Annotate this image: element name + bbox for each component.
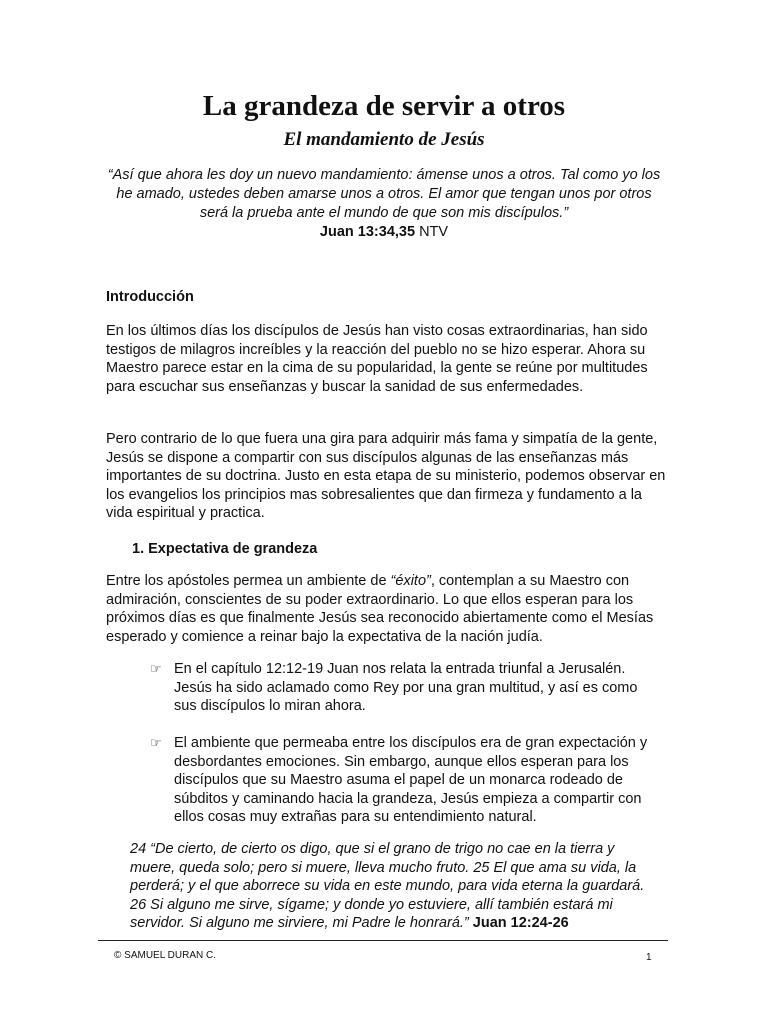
intro-heading: Introducción xyxy=(106,289,194,305)
bullet-text: En el capítulo 12:12-19 Juan nos relata la entrada triunfal a Jerusalén. Jesús ha sido aclamado como Rey por una gran multitud, y así es como sus discípulos lo miran ahora. xyxy=(174,661,638,714)
scripture-text: 24 “De cierto, de cierto os digo, que si el grano de trigo no cae en la tierra y muere, queda solo; pero si muere, lleva mucho fruto. 25 El que ama su vida, la perderá; y el que aborrece su vida en este mundo, para vida eterna la guardará. 26 Si alguno me sirve, sígame; y donde yo estuviere, allí también estará mi servidor. Si alguno me sirviere, mi Padre le honrará.” xyxy=(130,841,645,931)
pointing-hand-icon: ☞ xyxy=(150,661,162,676)
footer-divider xyxy=(98,940,668,941)
footer-author: © SAMUEL DURAN C. xyxy=(114,950,217,961)
section-1-paragraph xyxy=(106,572,666,646)
section-1-heading: 1. Expectativa de grandeza xyxy=(132,541,318,557)
bullet-item xyxy=(150,734,650,827)
intro-paragraph-2: Pero contrario de lo que fuera una gira para adquirir más fama y simpatía de la gente, Jesús se dispone a compartir con sus discípulos algunas de las enseñanzas más importantes de su doctrina. Justo en esta etapa de su ministerio, podemos observar en los evangelios los principios mas sobresalientes que dan firmeza y fundamento a la vida espiritual y practica. xyxy=(106,431,666,521)
opening-quote xyxy=(104,166,664,242)
section-1-paragraph-start: Entre los apóstoles permea un ambiente de xyxy=(106,573,391,589)
bullet-text: El ambiente que permeaba entre los discípulos era de gran expectación y desbordantes emociones. Sin embargo, aunque ellos esperan para los discípulos que su Maestro asuma el papel de un monarca rodeado de súbditos y caminando hacia la grandeza, Jesús empieza a compartir con ellos cosas muy extrañas para su entendimiento natural. xyxy=(174,735,648,825)
bullet-item xyxy=(150,660,650,716)
section-1-paragraph-emphasis: “éxito” xyxy=(390,573,431,589)
pointing-hand-icon: ☞ xyxy=(150,735,162,750)
quote-version: NTV xyxy=(415,224,449,240)
intro-paragraph-1: En los últimos días los discípulos de Jesús han visto cosas extraordinarias, han sido testigos de milagros increíbles y la reacción del pueblo no se hizo esperar. Ahora su Maestro parece estar en la cima de su popularidad, la gente se reúne por multitudes para escuchar sus enseñanzas y buscar la sanidad de sus enfermedades. xyxy=(106,323,648,395)
quote-text: “Así que ahora les doy un nuevo mandamiento: ámense unos a otros. Tal como yo los he amado, ustedes deben amarse unos a otros. El amor que tengan unos por otros será la prueba ante el mundo de que son mis discípulos.” xyxy=(107,167,661,221)
scripture-reference: Juan 12:24-26 xyxy=(472,915,569,931)
document-subtitle: El mandamiento de Jesús xyxy=(283,129,485,150)
quote-reference: Juan 13:34,35 xyxy=(319,224,416,240)
page-number: 1 xyxy=(646,952,652,963)
section-1-paragraph-end: , contemplan a su Maestro con admiración, conscientes de su poder extraordinario. Lo que ellos esperan para los próximos días es que finalmente Jesús sea reconocido abiertamente como el Mesías esperado y comience a reinar bajo la expectativa de la nación judía. xyxy=(106,573,654,645)
document-title: La grandeza de servir a otros xyxy=(202,90,566,122)
scripture-quote xyxy=(130,840,660,933)
